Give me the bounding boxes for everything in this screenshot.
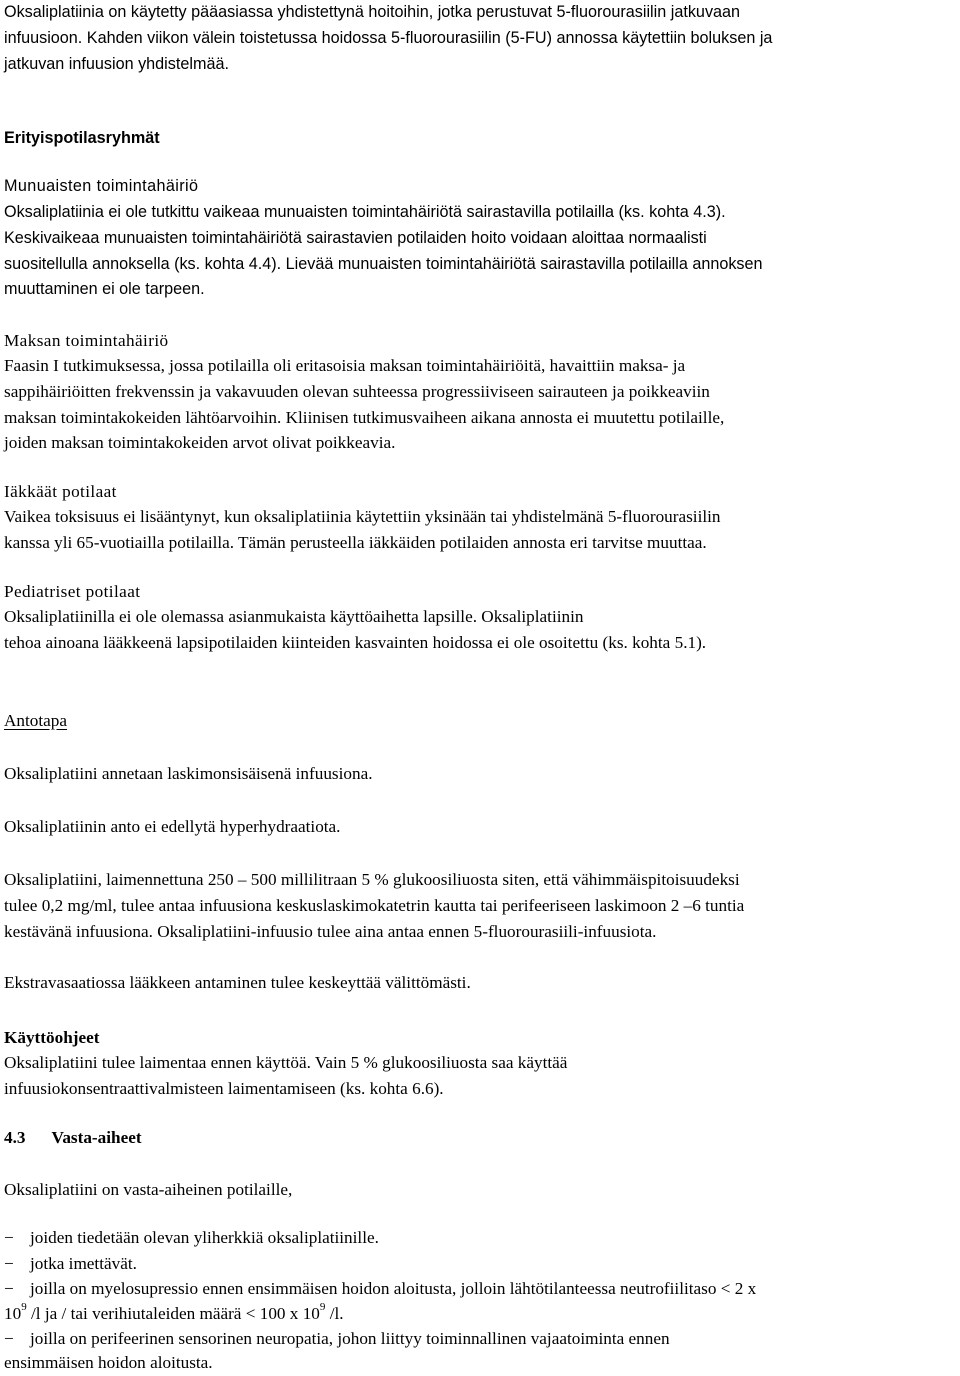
section-number: 4.3 [4,1128,26,1147]
renal-line: Oksaliplatiinia ei ole tutkittu vaikeaa munuaisten toimintahäiriötä sairastavilla potilailla (ks. kohta 4.3). [4,203,726,221]
list-item-text: joilla on myelosupressio ennen ensimmäisen hoidon aloitusta, jolloin lähtötilanteessa neutrofiilitaso < 2 x [30,1279,757,1298]
intro-line: jatkuvan infuusion yhdistelmää. [4,54,229,73]
list-item-continuation [4,1350,956,1376]
intro-line: infuusioon. Kahden viikon välein toistetussa hoidossa 5-fluorourasiilin (5-FU) annossa käytettiin boluksen ja [4,28,773,47]
list-item-text: joilla on perifeerinen sensorinen neuropatia, johon liittyy toiminnallinen vajaatoiminta ennen [30,1329,670,1348]
list-item [4,1225,956,1251]
superscript: 9 [319,1301,326,1314]
hepatic-paragraph [4,353,956,456]
list-item-text: ensimmäisen hoidon aloitusta. [4,1353,213,1372]
pediatric-line: Oksaliplatiinilla ei ole olemassa asianmukaista käyttöaihetta lapsille. Oksaliplatiinin [4,607,584,626]
administration-paragraph-2: Oksaliplatiinin anto ei edellytä hyperhydraatiota. [4,817,341,836]
administration-heading: Antotapa [4,711,68,730]
dash-bullet-icon: − [4,1228,14,1247]
hepatic-subheading: Maksan toimintahäiriö [4,331,169,350]
instructions-heading: Käyttöohjeet [4,1028,100,1047]
special-groups-heading: Erityispotilasryhmät [4,129,160,147]
list-item-text: 10 [4,1304,22,1323]
renal-paragraph [4,200,956,303]
pediatric-subheading: Pediatriset potilaat [4,582,141,601]
administration-paragraph-4: Ekstravasaatiossa lääkkeen antaminen tulee keskeyttää välittömästi. [4,973,471,992]
renal-line: suositellulla annoksella (ks. kohta 4.4). Lievää munuaisten toimintahäiriötä sairastavilla potilailla annoksen [4,254,763,273]
elderly-subheading: Iäkkäät potilaat [4,482,117,501]
dash-bullet-icon: − [4,1254,14,1273]
intro-paragraph [4,0,956,77]
elderly-paragraph [4,504,956,556]
list-item [4,1251,956,1277]
renal-subheading: Munuaisten toimintahäiriö [4,177,199,195]
pediatric-line: tehoa ainoana lääkkeenä lapsipotilaiden kiinteiden kasvainten hoidossa ei ole osoitettu (ks. kohta 5.1). [4,632,707,652]
list-item-text: jotka imettävät. [30,1254,137,1273]
administration-paragraph-1: Oksaliplatiini annetaan laskimonsisäisenä infuusiona. [4,764,373,783]
dash-bullet-icon: − [4,1329,14,1348]
hepatic-line: Faasin I tutkimuksessa, jossa potilailla oli eritasoisia maksan toimintahäiriöitä, havaittiin maksa- ja [4,356,686,375]
administration-line: kestävänä infuusiona. Oksaliplatiini-infuusio tulee aina antaa ennen 5-fluorourasiili-infuusiota. [4,921,657,941]
hepatic-line: joiden maksan toimintakokeiden arvot olivat poikkeavia. [4,433,396,453]
list-item [4,1276,956,1302]
renal-line: Keskivaikeaa munuaisten toimintahäiriötä sairastavien potilaiden hoito voidaan aloittaa normaalisti [4,228,707,247]
list-item-text: /l. [325,1304,344,1323]
administration-paragraph-3 [4,867,956,944]
renal-line: muuttaminen ei ole tarpeen. [4,280,205,299]
instructions-paragraph [4,1050,956,1102]
section-title: Vasta-aiheet [51,1128,142,1147]
instructions-line: infuusiokonsentraattivalmisteen laimentamiseen (ks. kohta 6.6). [4,1078,444,1098]
hepatic-line: sappihäiriöitten frekvenssin ja vakavuuden olevan suhteessa progressiiviseen sairauteen ja poikkeaviin [4,381,710,401]
list-item-continuation [4,1301,956,1327]
elderly-line: kanssa yli 65-vuotiailla potilailla. Tämän perusteella iäkkäiden potilaiden annosta eri tarvitse muuttaa. [4,532,707,552]
pediatric-paragraph [4,604,956,656]
elderly-line: Vaikea toksisuus ei lisääntynyt, kun oksaliplatiinia käytettiin yksinään tai yhdistelmänä 5-fluorourasiilin [4,507,721,526]
intro-line: Oksaliplatiinia on käytetty pääasiassa yhdistettynä hoitoihin, jotka perustuvat 5-fluorourasiilin jatkuvaan [4,3,741,21]
instructions-line: Oksaliplatiini tulee laimentaa ennen käyttöä. Vain 5 % glukoosiliuosta saa käyttää [4,1053,568,1072]
contraindications-intro: Oksaliplatiini on vasta-aiheinen potilaille, [4,1180,293,1199]
section-heading [4,1125,956,1151]
superscript: 9 [21,1301,27,1314]
list-item [4,1326,956,1352]
list-item-text: joiden tiedetään olevan yliherkkiä oksaliplatiinille. [30,1228,379,1247]
list-item-text: /l ja / tai verihiutaleiden määrä < 100 x 10 [26,1304,320,1323]
administration-line: Oksaliplatiini, laimennettuna 250 – 500 millilitraan 5 % glukoosiliuosta siten, että vähimmäispitoisuudeksi [4,870,740,889]
dash-bullet-icon: − [4,1279,14,1298]
hepatic-line: maksan toimintakokeiden lähtöarvoihin. Kliinisen tutkimusvaiheen aikana annosta ei muutettu potilaille, [4,407,725,427]
administration-line: tulee 0,2 mg/ml, tulee antaa infuusiona keskuslaskimokatetrin kautta tai perifeeriseen laskimoon 2 –6 tuntia [4,895,745,915]
